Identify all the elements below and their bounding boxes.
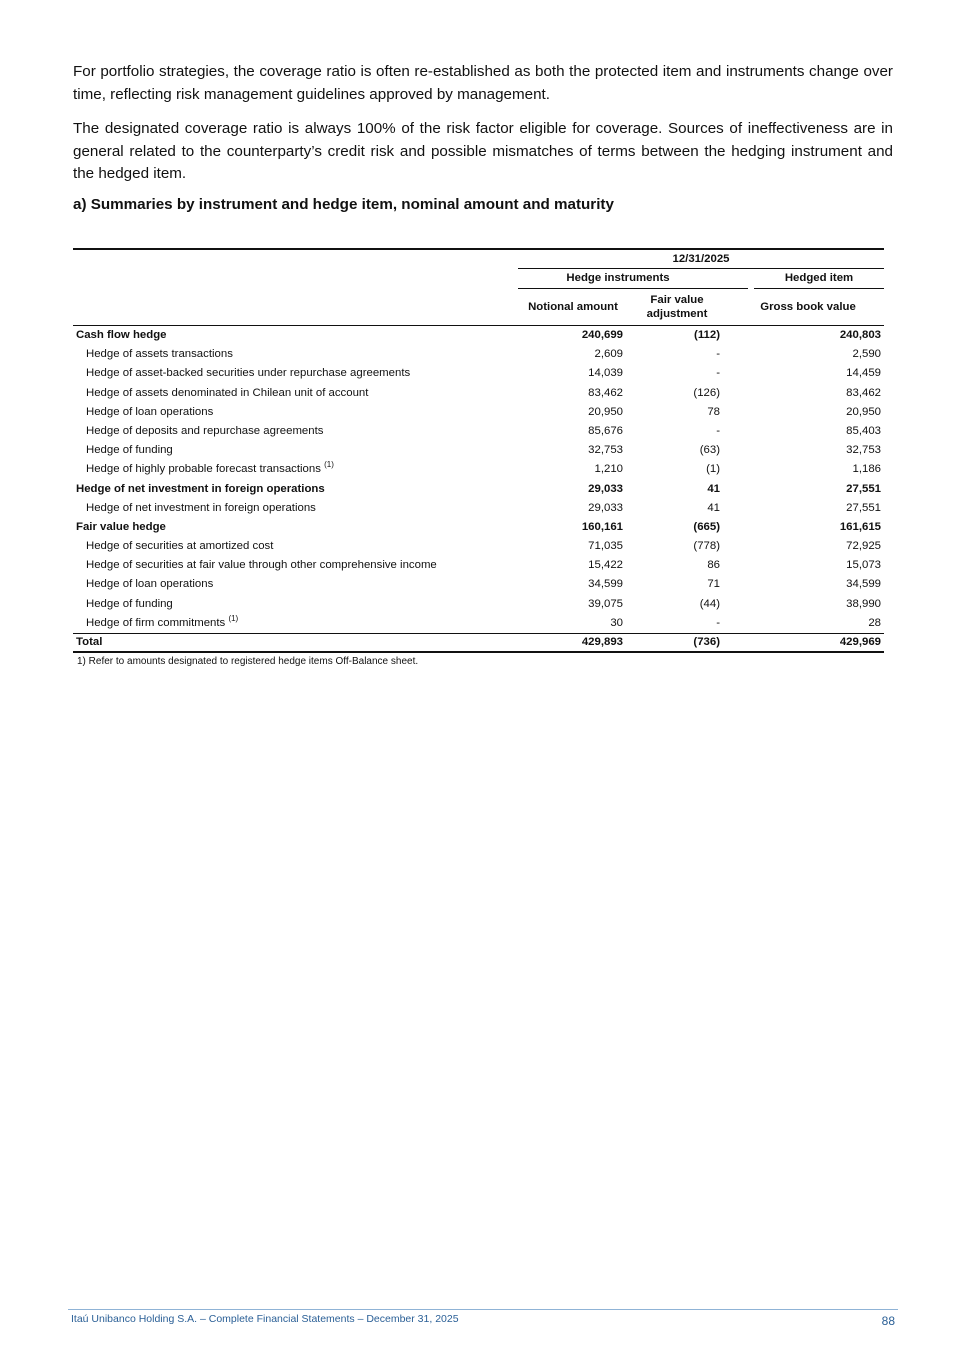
fair-value-adjustment-value: (63) bbox=[699, 444, 720, 457]
gross-book-value: 72,925 bbox=[846, 540, 881, 553]
notional-value: 34,599 bbox=[588, 578, 623, 591]
notional-value: 29,033 bbox=[588, 482, 623, 495]
table-row bbox=[73, 460, 884, 479]
gross-book-value: 429,969 bbox=[839, 636, 881, 648]
fair-value-adjustment-value: - bbox=[716, 367, 720, 380]
header-date-rule bbox=[518, 268, 884, 269]
row-label bbox=[76, 480, 325, 499]
header-notional-amount: Notional amount bbox=[528, 301, 618, 313]
notional-value: 1,210 bbox=[594, 463, 623, 476]
header-hedge-instruments: Hedge instruments bbox=[566, 272, 670, 284]
fair-value-adjustment-value: 86 bbox=[707, 559, 720, 572]
footnote-marker: (1) bbox=[228, 613, 239, 623]
notional-value: 39,075 bbox=[588, 597, 623, 610]
header-hedged-item: Hedged item bbox=[784, 272, 854, 284]
gross-book-value: 34,599 bbox=[846, 578, 881, 591]
table-row bbox=[73, 384, 884, 403]
gross-book-value: 28 bbox=[868, 616, 881, 629]
table-row bbox=[73, 441, 884, 460]
row-label-text: Hedge of highly probable forecast transactions bbox=[86, 463, 321, 476]
row-label bbox=[86, 364, 410, 383]
fair-value-adjustment-value: (736) bbox=[693, 636, 720, 648]
table-row bbox=[73, 364, 884, 383]
row-label-text: Hedge of loan operations bbox=[86, 578, 214, 591]
footnote-marker: (1) bbox=[324, 460, 334, 470]
row-label bbox=[86, 441, 173, 460]
header-instruments-rule bbox=[518, 288, 748, 289]
notional-value: 160,161 bbox=[581, 520, 623, 533]
notional-value: 15,422 bbox=[588, 559, 623, 572]
row-label-text: Hedge of assets transactions bbox=[86, 348, 233, 361]
header-fair-value-line1: Fair value bbox=[650, 294, 704, 306]
notional-value: 83,462 bbox=[588, 386, 623, 399]
table-top-rule bbox=[73, 248, 884, 250]
header-date: 12/31/2025 bbox=[672, 253, 730, 265]
table-row bbox=[73, 499, 884, 518]
row-label-text: Hedge of deposits and repurchase agreements bbox=[86, 424, 324, 437]
fair-value-adjustment-value: 41 bbox=[707, 501, 720, 514]
total-bottom-rule bbox=[73, 651, 884, 653]
footer-rule bbox=[68, 1309, 898, 1310]
table-body bbox=[73, 326, 884, 653]
row-label-text: Hedge of firm commitments bbox=[86, 616, 226, 629]
gross-book-value: 161,615 bbox=[839, 520, 881, 533]
notional-value: 71,035 bbox=[588, 540, 623, 553]
table-row bbox=[73, 537, 884, 556]
row-label bbox=[76, 634, 102, 651]
intro-paragraph-1: For portfolio strategies, the coverage ratio is often re-established as both the protected item and instruments change over time, reflecting risk management guidelines approved by management. bbox=[73, 63, 893, 103]
row-label bbox=[86, 403, 213, 422]
notional-value: 85,676 bbox=[588, 424, 623, 437]
row-label bbox=[86, 595, 173, 614]
row-label-text: Hedge of asset-backed securities under repurchase agreements bbox=[86, 367, 411, 380]
row-label bbox=[86, 422, 323, 441]
gross-book-value: 38,990 bbox=[846, 597, 881, 610]
row-label-text: Hedge of net investment in foreign operations bbox=[86, 501, 316, 514]
fair-value-adjustment-value: - bbox=[716, 348, 720, 361]
notional-value: 29,033 bbox=[588, 501, 623, 514]
table-row bbox=[73, 326, 884, 345]
table-row bbox=[73, 614, 884, 633]
notional-value: 32,753 bbox=[588, 444, 623, 457]
intro-paragraph-2: The designated coverage ratio is always 100% of the risk factor eligible for coverage. Sources of ineffectiveness are in general related to the counterparty’s credit risk and possible mismatches of terms between the hedging instrument and the hedged item. bbox=[73, 120, 893, 182]
row-label bbox=[76, 518, 166, 537]
row-label-text: Hedge of net investment in foreign operations bbox=[76, 482, 325, 495]
notional-value: 429,893 bbox=[581, 636, 623, 648]
header-fair-value-line2: adjustment bbox=[646, 308, 708, 320]
row-label bbox=[86, 614, 238, 633]
row-label bbox=[86, 499, 316, 518]
gross-book-value: 85,403 bbox=[846, 424, 881, 437]
header-item-rule bbox=[754, 288, 884, 289]
gross-book-value: 1,186 bbox=[852, 463, 881, 476]
row-label-text: Hedge of loan operations bbox=[86, 405, 214, 418]
fair-value-adjustment-value: (112) bbox=[694, 329, 720, 341]
gross-book-value: 83,462 bbox=[846, 386, 881, 399]
page-number: 88 bbox=[881, 1314, 895, 1328]
row-label-text: Hedge of securities at fair value through other comprehensive income bbox=[86, 559, 437, 572]
fair-value-adjustment-value: (1) bbox=[706, 463, 720, 476]
header-fair-value-adjustment bbox=[633, 293, 721, 321]
table-row bbox=[73, 595, 884, 614]
row-label-text: Total bbox=[76, 636, 103, 648]
row-label bbox=[86, 556, 437, 575]
row-label-text: Fair value hedge bbox=[76, 520, 166, 533]
fair-value-adjustment-value: 78 bbox=[707, 405, 720, 418]
row-label bbox=[86, 460, 334, 479]
table-row bbox=[73, 556, 884, 575]
gross-book-value: 27,551 bbox=[846, 501, 881, 514]
fair-value-adjustment-value: (665) bbox=[693, 520, 720, 533]
gross-book-value: 27,551 bbox=[846, 482, 881, 495]
footer-text: Itaú Unibanco Holding S.A. – Complete Financial Statements – December 31, 2025 bbox=[71, 1313, 459, 1325]
gross-book-value: 240,803 bbox=[839, 329, 881, 341]
fair-value-adjustment-value: (778) bbox=[693, 540, 720, 553]
gross-book-value: 15,073 bbox=[846, 559, 881, 572]
gross-book-value: 20,950 bbox=[846, 405, 881, 418]
notional-value: 30 bbox=[610, 616, 623, 629]
table-row bbox=[73, 480, 884, 499]
header-gross-book-value: Gross book value bbox=[760, 301, 856, 313]
fair-value-adjustment-value: - bbox=[716, 616, 720, 629]
table-footnote: 1) Refer to amounts designated to registered hedge items Off-Balance sheet. bbox=[77, 656, 419, 667]
table-row bbox=[73, 518, 884, 537]
fair-value-adjustment-value: (44) bbox=[699, 597, 720, 610]
row-label bbox=[86, 345, 233, 364]
notional-value: 14,039 bbox=[588, 367, 623, 380]
row-label-text: Hedge of assets denominated in Chilean unit of account bbox=[86, 386, 369, 399]
notional-value: 240,699 bbox=[581, 329, 623, 341]
row-label-text: Cash flow hedge bbox=[76, 329, 167, 341]
fair-value-adjustment-value: 41 bbox=[707, 482, 720, 495]
fair-value-adjustment-value: (126) bbox=[693, 386, 720, 399]
row-label bbox=[86, 575, 213, 594]
row-label-text: Hedge of securities at amortized cost bbox=[86, 540, 274, 553]
row-label bbox=[76, 326, 167, 345]
row-label-text: Hedge of funding bbox=[86, 444, 173, 457]
notional-value: 2,609 bbox=[594, 348, 623, 361]
table-row bbox=[73, 345, 884, 364]
section-title: a) Summaries by instrument and hedge item, nominal amount and maturity bbox=[73, 196, 614, 213]
table-row bbox=[73, 575, 884, 594]
row-label bbox=[86, 537, 273, 556]
fair-value-adjustment-value: - bbox=[716, 424, 720, 437]
table-row bbox=[73, 403, 884, 422]
fair-value-adjustment-value: 71 bbox=[707, 578, 720, 591]
gross-book-value: 2,590 bbox=[852, 348, 881, 361]
gross-book-value: 14,459 bbox=[846, 367, 881, 380]
notional-value: 20,950 bbox=[588, 405, 623, 418]
row-label-text: Hedge of funding bbox=[86, 597, 173, 610]
gross-book-value: 32,753 bbox=[846, 444, 881, 457]
table-row bbox=[73, 422, 884, 441]
row-label bbox=[86, 384, 368, 403]
total-row bbox=[73, 634, 884, 651]
